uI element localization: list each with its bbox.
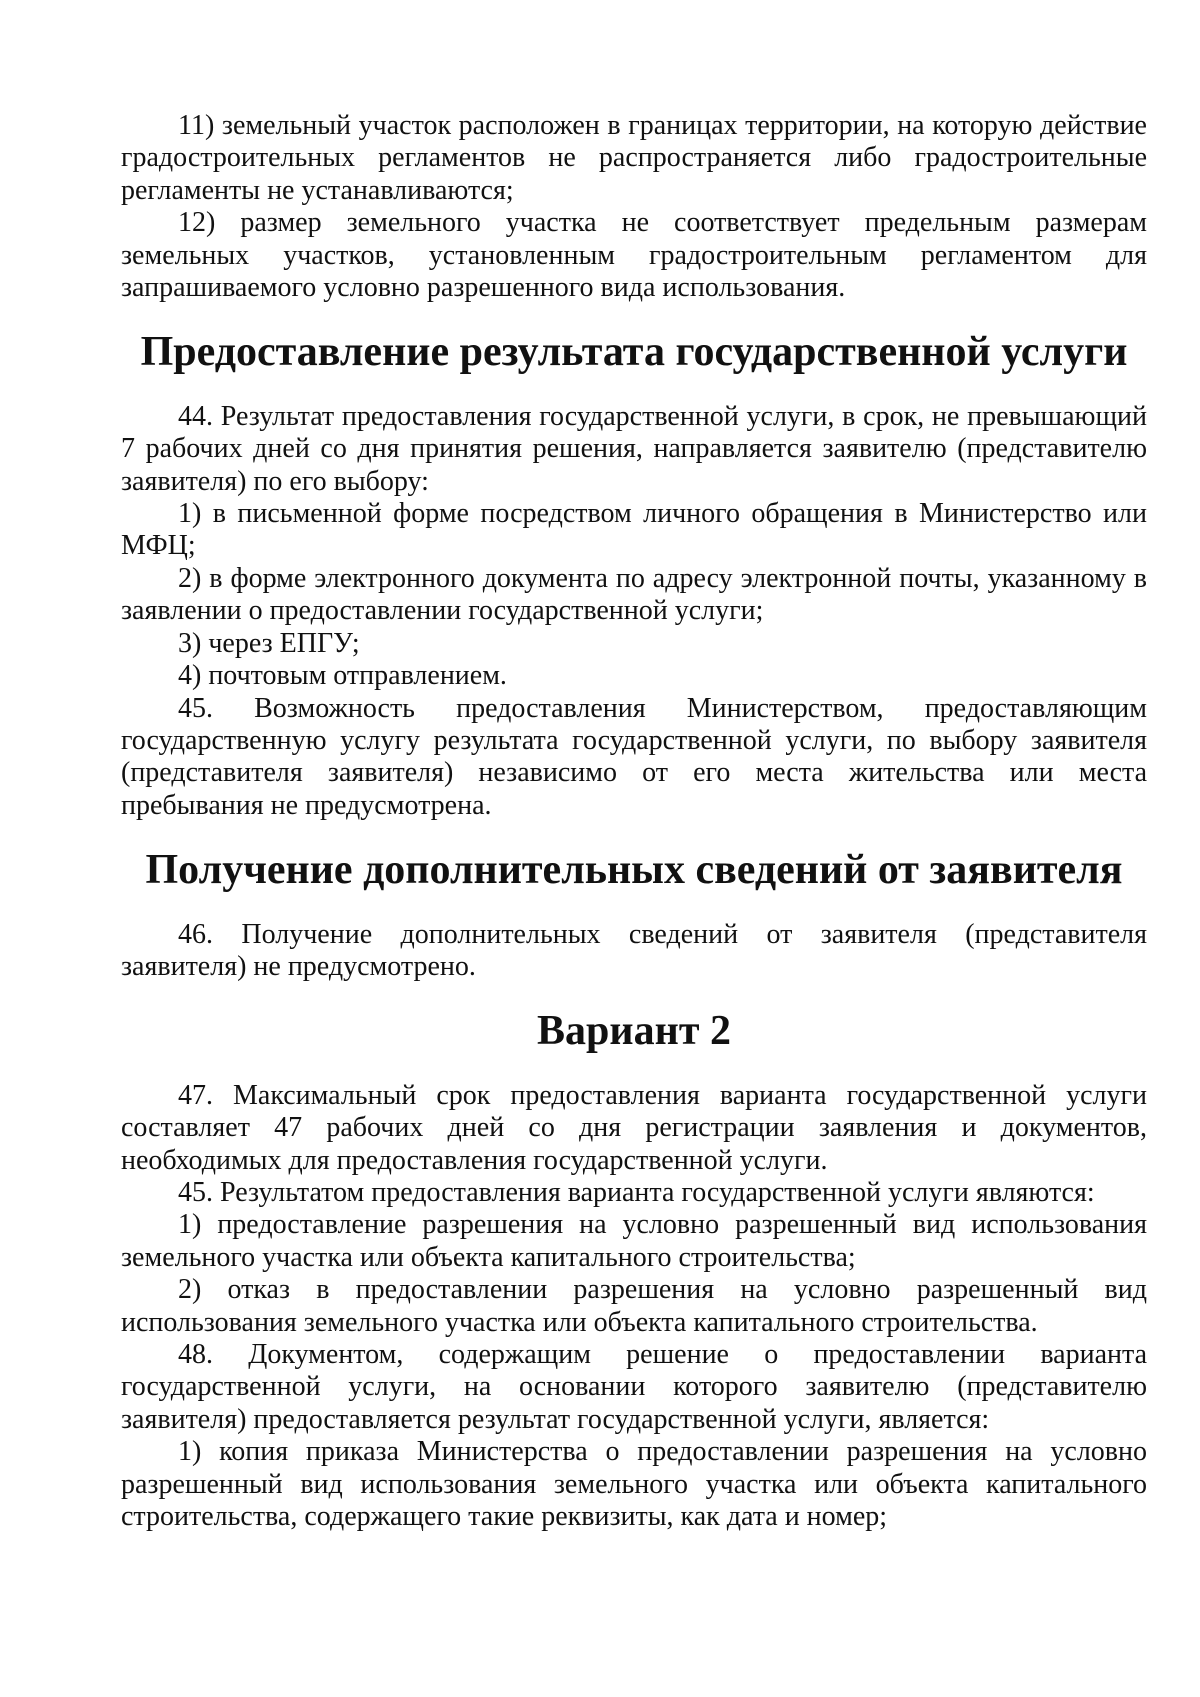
paragraph-45-second: 45. Результатом предоставления варианта государственной услуги являются: bbox=[178, 1176, 1095, 1208]
paragraph-44-item-4: 4) почтовым отправлением. bbox=[178, 660, 507, 692]
paragraph-47: 47. Максимальный срок предоставления варианта государственной услуги составляет 47 рабочих дней со дня регистрации заявления и документов, необходимых для предоставления государственной услуги. bbox=[121, 1079, 1147, 1176]
document-page bbox=[121, 110, 1147, 1533]
section-heading-variant-2: Вариант 2 bbox=[537, 1008, 731, 1055]
paragraph-48-item-1: 1) копия приказа Министерства о предоставлении разрешения на условно разрешенный вид использования земельного участка или объекта капитального строительства, содержащего такие реквизиты, как дата и номер; bbox=[121, 1436, 1147, 1533]
paragraph-48: 48. Документом, содержащим решение о предоставлении варианта государственной услуги, на основании которого заявителю (представителю заявителя) предоставляется результат государственной услуги, является: bbox=[121, 1339, 1147, 1435]
paragraph-45-second-item-1: 1) предоставление разрешения на условно разрешенный вид использования земельного участка или объекта капитального строительства; bbox=[121, 1209, 1147, 1273]
paragraph-item-11: 11) земельный участок расположен в границах территории, на которую действие градостроительных регламентов не распространяется либо градостроительные регламенты не устанавливаются; bbox=[121, 110, 1147, 206]
paragraph-46: 46. Получение дополнительных сведений от заявителя (представителя заявителя) не предусмотрено. bbox=[121, 918, 1147, 982]
paragraph-45-first: 45. Возможность предоставления Министерством, предоставляющим государственную услугу результата государственной услуги, по выбору заявителя (представителя заявителя) независимо от его места жительства или места пребывания не предусмотрена. bbox=[121, 692, 1147, 821]
section-heading-result: Предоставление результата государственной услуги bbox=[140, 329, 1128, 376]
paragraph-44: 44. Результат предоставления государственной услуги, в срок, не превышающий 7 рабочих дней со дня принятия решения, направляется заявителю (представителю заявителя) по его выбору: bbox=[121, 400, 1147, 497]
paragraph-item-12: 12) размер земельного участка не соответствует предельным размерам земельных участков, установленным градостроительным регламентом для запрашиваемого условно разрешенного вида использования. bbox=[121, 207, 1147, 304]
paragraph-45-second-item-2: 2) отказ в предоставлении разрешения на условно разрешенный вид использования земельного участка или объекта капитального строительства. bbox=[121, 1274, 1147, 1338]
section-heading-additional-info: Получение дополнительных сведений от заявителя bbox=[145, 847, 1123, 894]
paragraph-44-item-1: 1) в письменной форме посредством личного обращения в Министерство или МФЦ; bbox=[121, 498, 1147, 562]
paragraph-44-item-2: 2) в форме электронного документа по адресу электронной почты, указанному в заявлении о предоставлении государственной услуги; bbox=[121, 562, 1147, 627]
paragraph-44-item-3: 3) через ЕПГУ; bbox=[178, 627, 360, 659]
